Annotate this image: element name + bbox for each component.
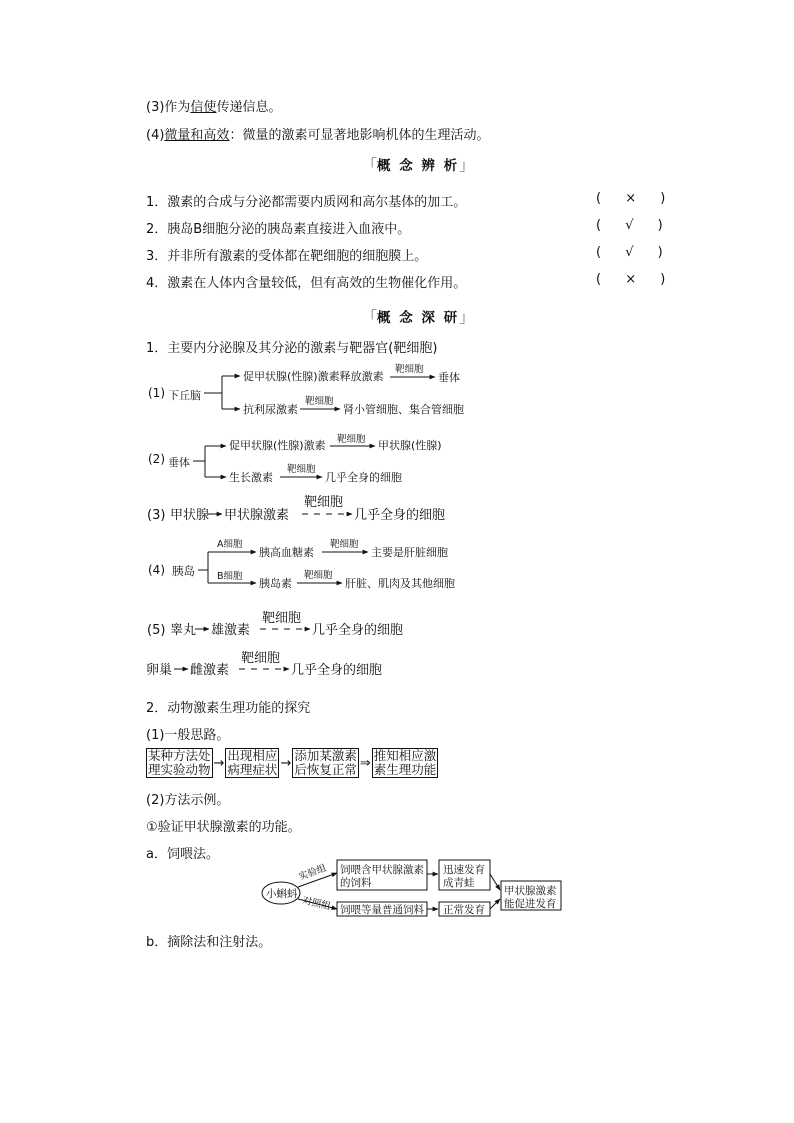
- svg-text:促甲状腺(性腺)激素释放激素: 促甲状腺(性腺)激素释放激素: [243, 370, 384, 383]
- svg-text:靶细胞: 靶细胞: [395, 364, 424, 375]
- svg-text:成青蛙: 成青蛙: [443, 877, 475, 889]
- svg-text:肝脏、肌肉及其他细胞: 肝脏、肌肉及其他细胞: [345, 577, 455, 590]
- flow-step-4: 推知相应激 素生理功能: [373, 748, 437, 777]
- svg-text:几乎全身的细胞: 几乎全身的细胞: [312, 623, 404, 638]
- svg-text:甲状腺(性腺): 甲状腺(性腺): [378, 439, 442, 452]
- branch-lines-2: [193, 446, 218, 477]
- removal-injection-label: b．摘除法和注射法。: [146, 935, 272, 950]
- flow-step-3: 添加某激素 后恢复正常: [294, 748, 357, 777]
- svg-text:靶细胞: 靶细胞: [304, 495, 344, 510]
- svg-text:饲喂等量普通饲料: 饲喂等量普通饲料: [340, 904, 424, 916]
- svg-text:垂体: 垂体: [168, 456, 190, 469]
- diagram-testis: [147, 610, 403, 638]
- svg-text:几乎全身的细胞: 几乎全身的细胞: [354, 508, 446, 523]
- diagram-pituitary: [148, 433, 442, 484]
- svg-text:A细胞: A细胞: [217, 539, 243, 550]
- feeding-method-label: a．饲喂法。: [146, 847, 219, 862]
- implies-arrow-icon: ⇒: [359, 755, 371, 771]
- svg-text:靶细胞: 靶细胞: [304, 570, 333, 581]
- arrow-icon: →: [213, 755, 225, 771]
- judge-item-3: 3．并非所有激素的受体都在靶细胞的细胞膜上。: [146, 249, 428, 264]
- svg-text:小蝌蚪: 小蝌蚪: [266, 888, 298, 900]
- diagram-thyroid: [147, 494, 445, 523]
- svg-text:靶细胞: 靶细胞: [330, 539, 359, 550]
- general-approach: (1)一般思路。: [146, 728, 230, 743]
- svg-text:靶细胞: 靶细胞: [287, 464, 316, 475]
- judge-item-4: 4．激素在人体内含量较低，但有高效的生物催化作用。: [146, 276, 467, 291]
- svg-text:(4): (4): [148, 563, 165, 577]
- section-title-concept-study: 「概 念 深 研」: [362, 308, 475, 326]
- general-approach-flow: [146, 748, 438, 778]
- term-trace-efficient: 微量和高效: [164, 128, 230, 143]
- diagram-feeding-method: [262, 860, 561, 916]
- judge-mark-2: ( √ ): [596, 218, 673, 233]
- item-3: (3)作为信使传递信息。: [146, 100, 282, 115]
- flow-step-1: 某种方法处 理实验动物: [148, 748, 211, 777]
- svg-text:正常发育: 正常发育: [443, 904, 485, 916]
- svg-text:雄激素: 雄激素: [211, 623, 251, 638]
- judge-item-1: 1．激素的合成与分泌都需要内质网和高尔基体的加工。: [146, 195, 467, 210]
- svg-text:肾小管细胞、集合管细胞: 肾小管细胞、集合管细胞: [343, 403, 464, 416]
- svg-text:几乎全身的细胞: 几乎全身的细胞: [325, 471, 402, 484]
- svg-text:B细胞: B细胞: [217, 571, 243, 582]
- branch-lines-1: [204, 376, 238, 409]
- flow-step-2: 出现相应 病理症状: [227, 748, 278, 777]
- verify-thyroid: ①验证甲状腺激素的功能。: [146, 820, 301, 835]
- heading-glands: 1．主要内分泌腺及其分泌的激素与靶器官(靶细胞): [146, 341, 438, 356]
- diagram-hypothalamus: [148, 363, 464, 416]
- item-4: (4)微量和高效：微量的激素可显著地影响机体的生理活动。: [146, 128, 490, 143]
- svg-text:对照组: 对照组: [301, 895, 332, 913]
- judge-mark-3: ( √ ): [596, 245, 673, 260]
- svg-text:促甲状腺(性腺)激素: 促甲状腺(性腺)激素: [229, 439, 326, 452]
- svg-text:实验组: 实验组: [297, 862, 328, 883]
- svg-text:抗利尿激素: 抗利尿激素: [243, 403, 298, 416]
- svg-text:(3): (3): [147, 508, 166, 523]
- svg-text:的饲料: 的饲料: [340, 877, 372, 889]
- svg-text:靶细胞: 靶细胞: [262, 611, 302, 626]
- svg-text:甲状腺激素: 甲状腺激素: [504, 885, 557, 897]
- svg-text:睾丸: 睾丸: [170, 623, 197, 638]
- svg-text:胰岛: 胰岛: [172, 564, 195, 578]
- judge-mark-1: ( × ): [596, 191, 676, 206]
- svg-text:几乎全身的细胞: 几乎全身的细胞: [291, 663, 383, 678]
- svg-text:卵巢: 卵巢: [146, 663, 173, 678]
- svg-text:能促进发育: 能促进发育: [504, 898, 557, 910]
- svg-text:(2): (2): [148, 452, 165, 466]
- judge-item-2: 2．胰岛B细胞分泌的胰岛素直接进入血液中。: [146, 222, 411, 237]
- svg-text:生长激素: 生长激素: [229, 471, 273, 484]
- svg-text:主要是肝脏细胞: 主要是肝脏细胞: [371, 546, 448, 559]
- svg-text:(1): (1): [148, 386, 165, 400]
- svg-text:下丘脑: 下丘脑: [168, 389, 201, 402]
- svg-text:靶细胞: 靶细胞: [241, 651, 281, 666]
- heading-exploration: 2．动物激素生理功能的探究: [146, 701, 311, 716]
- svg-text:靶细胞: 靶细胞: [305, 396, 334, 407]
- svg-text:(5): (5): [147, 623, 166, 638]
- method-examples: (2)方法示例。: [146, 793, 230, 808]
- svg-text:雌激素: 雌激素: [190, 663, 230, 678]
- svg-text:饲喂含甲状腺激素: 饲喂含甲状腺激素: [340, 864, 424, 876]
- svg-text:靶细胞: 靶细胞: [337, 434, 366, 445]
- diagram-islet: [148, 538, 455, 590]
- judge-mark-4: ( × ): [596, 272, 676, 287]
- svg-text:甲状腺激素: 甲状腺激素: [224, 508, 290, 523]
- term-messenger: 信使: [190, 100, 217, 115]
- diagram-ovary: [146, 650, 382, 678]
- svg-text:甲状腺: 甲状腺: [170, 508, 210, 523]
- section-title-concept-analysis: 「概 念 辨 析」: [362, 156, 475, 174]
- svg-text:垂体: 垂体: [438, 371, 460, 384]
- svg-text:胰岛素: 胰岛素: [259, 577, 292, 590]
- svg-text:胰高血糖素: 胰高血糖素: [259, 546, 314, 559]
- svg-text:迅速发育: 迅速发育: [443, 864, 485, 876]
- arrow-icon: →: [280, 755, 292, 771]
